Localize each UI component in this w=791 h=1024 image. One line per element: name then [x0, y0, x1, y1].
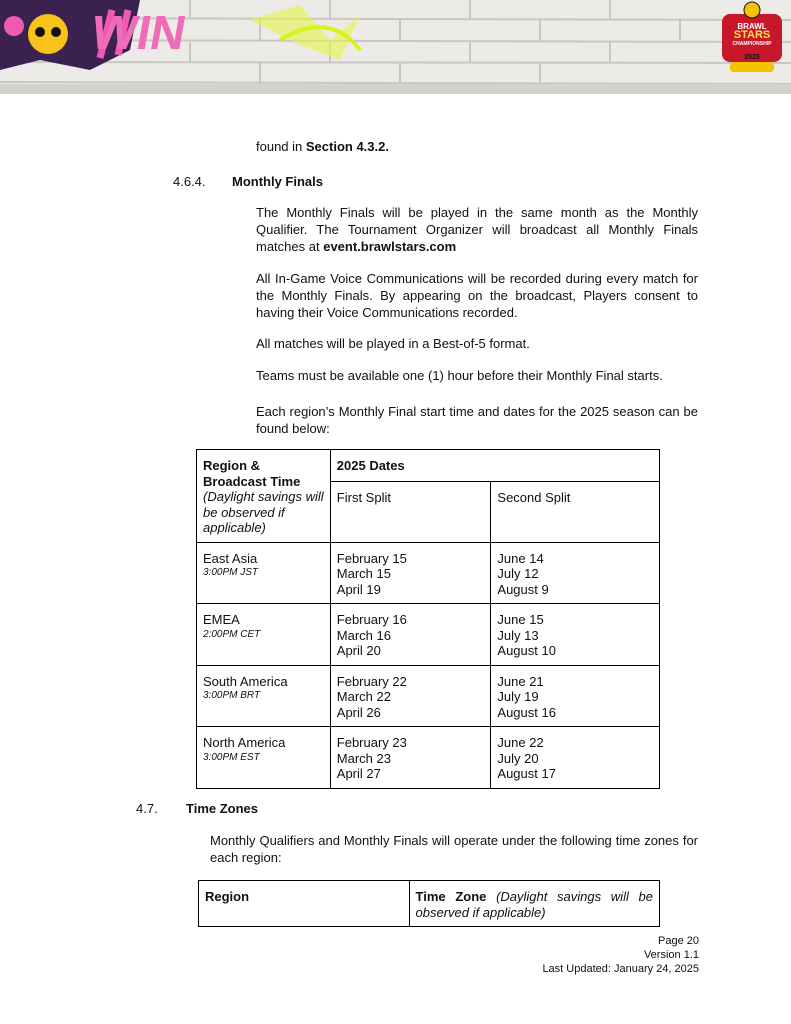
section-number: 4.7. [136, 801, 158, 816]
header-region-cell: Region [199, 881, 410, 927]
brawl-stars-logo: BRAWL STARS CHAMPIONSHIP 2025 [732, 22, 772, 61]
paragraph-dates-intro: Each region’s Monthly Final start time and dates for the 2025 season can be found below: [256, 404, 698, 436]
header-second-split: Second Split [491, 482, 660, 542]
event-link[interactable]: event.brawlstars.com [323, 239, 457, 254]
header-first-split: First Split [330, 482, 491, 542]
paragraph-voice-comms: All In-Game Voice Communications will be recorded during every match for the Monthly Finals. By appearing on the broadcast, Players consent to having their Voice Communications recorded. [256, 271, 698, 320]
paragraph-broadcast: The Monthly Finals will be played in the same month as the Monthly Qualifier. The Tournament Organizer will broadcast all Monthly Finals matches at event.brawlstars.com [256, 205, 698, 254]
page-number: Page 20 [658, 935, 699, 947]
last-updated: Last Updated: January 24, 2025 [542, 963, 699, 975]
win-graffiti-text: WIN [87, 7, 190, 60]
header-banner [0, 0, 791, 94]
section-number: 4.6.4. [173, 174, 206, 189]
header-time-zone-cell: Time Zone (Daylight savings will be observed if applicable) [409, 881, 659, 927]
table-row: East Asia 3:00PM JST February 15 March 15 April 19 June 14 July 12 August 9 [197, 542, 660, 604]
time-zone-table [198, 880, 660, 927]
header-region-cell: Region & Broadcast Time (Daylight savings will be observed if applicable) [197, 450, 331, 543]
skull-icon [28, 14, 68, 54]
header-dates-cell: 2025 Dates [330, 450, 659, 482]
version: Version 1.1 [643, 949, 699, 961]
paragraph-format: All matches will be played in a Best-of-5 format. [256, 336, 530, 351]
table-row: EMEA 2:00PM CET February 16 March 16 April 20 June 15 July 13 August 10 [197, 604, 660, 666]
table-row: South America 3:00PM BRT February 22 March 22 April 26 June 21 July 19 August 16 [197, 665, 660, 727]
page-footer [542, 934, 699, 976]
paragraph-availability: Teams must be available one (1) hour before their Monthly Final starts. [256, 368, 663, 383]
section-title: Time Zones [186, 801, 259, 816]
monthly-finals-table [196, 449, 660, 789]
section-title: Monthly Finals [232, 174, 323, 189]
paragraph-time-zones: Monthly Qualifiers and Monthly Finals will operate under the following time zones for each region: [210, 833, 698, 865]
continuation-text: found in Section 4.3.2. [256, 139, 389, 154]
section-reference: Section 4.3.2. [305, 139, 389, 154]
table-row: North America 3:00PM EST February 23 March 23 April 27 June 22 July 20 August 17 [197, 727, 660, 789]
